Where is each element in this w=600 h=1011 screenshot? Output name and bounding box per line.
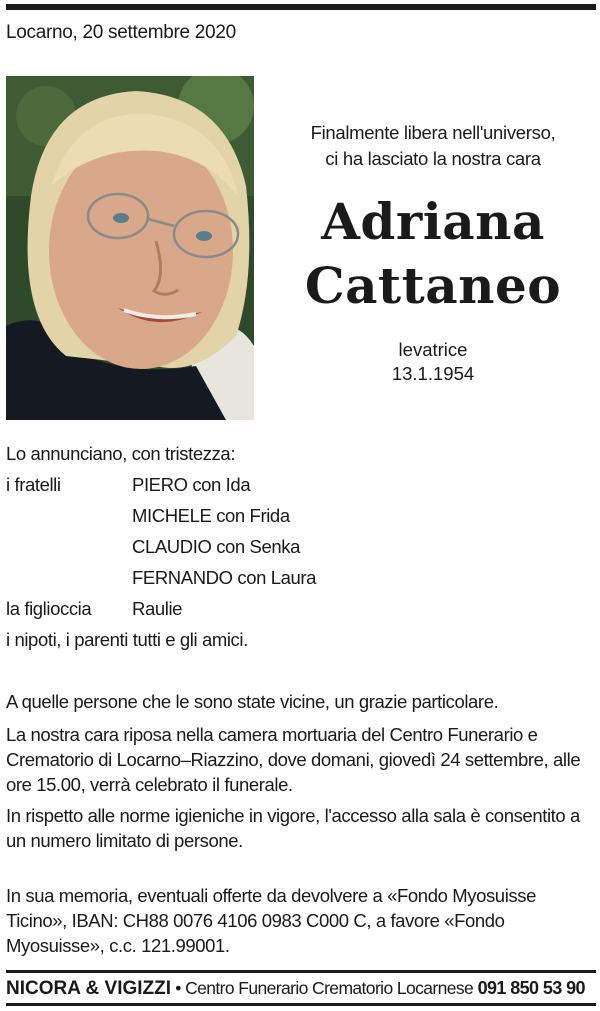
funeral-home-service: Centro Funerario Crematorio Locarnese (185, 978, 474, 998)
goddaughter-name: Raulie (132, 598, 183, 619)
brother-entry (132, 567, 316, 589)
footer-bottom-rule (6, 1003, 596, 1006)
thanks-paragraph: A quelle persone che le sono state vicine, un grazie particolare. (6, 691, 499, 712)
footer-top-rule (6, 970, 596, 973)
hygiene-paragraph: In rispetto alle norme igieniche in vigore, l'accesso alla sala è consentito a un numero limitato di persone. (6, 805, 580, 851)
intro-line-2: ci ha lasciato la nostra cara (325, 148, 541, 169)
donation-paragraph: In sua memoria, eventuali offerte da devolvere a «Fondo Myosuisse Ticino», IBAN: CH88 0076 4106 0983 C000 C, a favore «Fondo Myosuisse», c.c. 121.99001. (6, 885, 536, 956)
intro-text (268, 120, 598, 172)
deceased-birth-date: 13.1.1954 (391, 363, 475, 384)
top-rule (6, 4, 596, 10)
brother-spouse: con Ida (187, 474, 251, 495)
funeral-paragraph: La nostra cara riposa nella camera mortuaria del Centro Funerario e Crematorio di Locarno–Riazzino, dove domani, giovedì 24 settembre, alle ore 15.00, verrà celebrato il funerale. (6, 724, 581, 795)
brother-name: PIERO (132, 474, 188, 495)
deceased-details (268, 338, 598, 386)
intro-line-1: Finalmente libera nell'universo, (310, 122, 556, 143)
funeral-home-name: NICORA & VIGIZZI (6, 978, 172, 999)
deceased-first-name: Adriana (321, 192, 545, 251)
goddaughter-label: la figlioccia (6, 598, 92, 619)
others-line: i nipoti, i parenti tutti e gli amici. (6, 629, 248, 650)
brother-spouse: con Senka (211, 536, 301, 557)
place-date: Locarno, 20 settembre 2020 (6, 22, 236, 43)
brother-name: MICHELE (132, 505, 212, 526)
footer-separator: • (171, 978, 186, 998)
brother-spouse: con Laura (232, 567, 317, 588)
portrait-photo (6, 76, 254, 420)
deceased-last-name: Cattaneo (304, 256, 562, 315)
brother-entry (132, 536, 300, 558)
brother-name: FERNANDO (132, 567, 233, 588)
brother-entry (132, 474, 250, 496)
brother-entry (132, 505, 290, 527)
announcement-lead: Lo annunciano, con tristezza: (6, 443, 236, 464)
funeral-home-phone: 091 850 53 90 (473, 978, 585, 998)
brother-spouse: con Frida (211, 505, 290, 526)
funeral-home-footer (6, 978, 600, 1000)
brother-name: CLAUDIO (132, 536, 212, 557)
deceased-profession: levatrice (398, 339, 468, 360)
brothers-label: i fratelli (6, 474, 61, 495)
portrait-illustration (6, 76, 254, 420)
